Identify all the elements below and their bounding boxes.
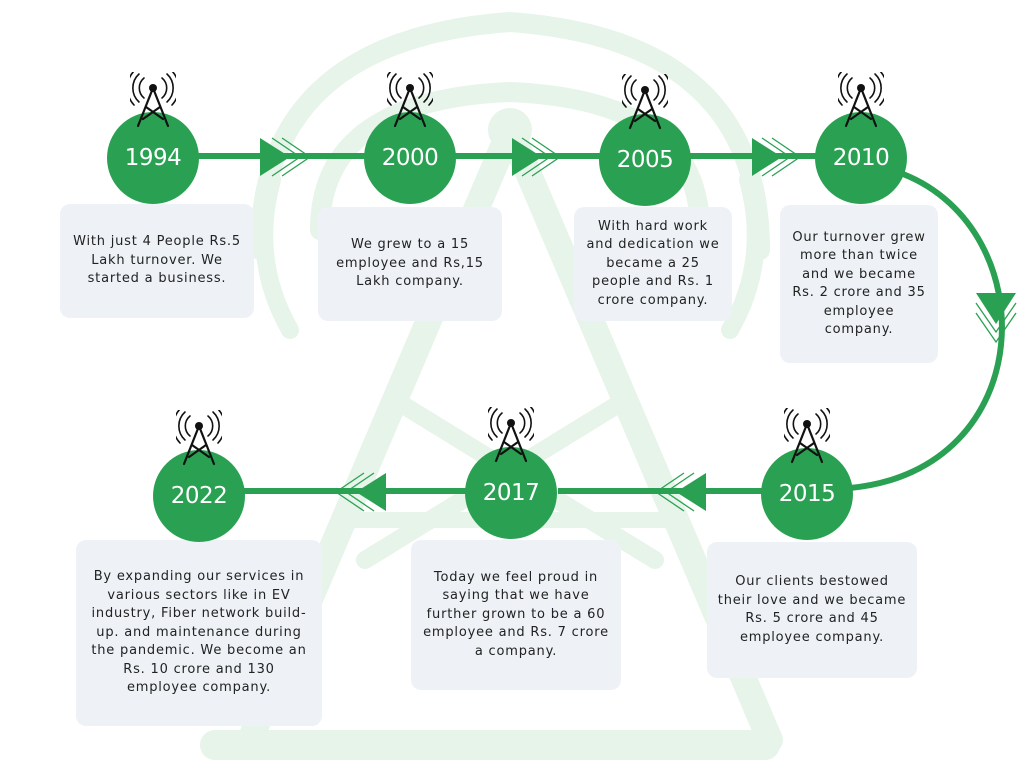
antenna-tower-icon — [176, 410, 222, 466]
milestone-card-2022 — [76, 540, 322, 726]
milestone-card-2010 — [780, 205, 938, 363]
milestone-card-1994 — [60, 204, 254, 318]
arrow-down-icon — [976, 293, 1016, 324]
milestone-text: We grew to a 15 employee and Rs,15 Lakh company. — [336, 237, 484, 290]
milestone-text: By expanding our services in various sectors like in EV industry, Fiber network build-up. and maintenance during the pandemic. We become an Rs. 10 crore and 130 employee company. — [91, 569, 307, 696]
milestone-card-2017 — [411, 540, 621, 690]
milestone-text: Today we feel proud in saying that we have further grown to be a 60 employee and Rs. 7 crore a company. — [423, 569, 609, 659]
milestone-card-2000 — [318, 207, 502, 321]
arrow-right-icon — [260, 138, 290, 176]
milestone-text: With hard work and dedication we became a 25 people and Rs. 1 crore company. — [586, 218, 720, 308]
antenna-tower-icon — [838, 72, 884, 128]
milestone-year: 2017 — [482, 480, 540, 506]
milestone-card-2005 — [574, 207, 732, 321]
milestone-card-2015 — [707, 542, 917, 678]
arrow-right-icon — [512, 138, 542, 176]
milestone-year: 2015 — [778, 481, 836, 507]
milestone-text: Our turnover grew more than twice and we became Rs. 2 crore and 35 employee company. — [792, 229, 926, 337]
milestone-year: 1994 — [124, 145, 182, 171]
milestone-year: 2022 — [170, 483, 228, 509]
antenna-tower-icon — [387, 72, 433, 128]
arrow-left-icon — [356, 473, 386, 511]
antenna-tower-icon — [488, 407, 534, 463]
milestone-year: 2010 — [832, 145, 890, 171]
milestone-text: With just 4 People Rs.5 Lakh turnover. We started a business. — [73, 234, 241, 287]
antenna-tower-icon — [784, 408, 830, 464]
milestone-year: 2000 — [381, 145, 439, 171]
antenna-tower-icon — [130, 72, 176, 128]
milestone-text: Our clients bestowed their love and we became Rs. 5 crore and 45 employee company. — [717, 574, 907, 645]
arrow-right-icon — [752, 138, 782, 176]
milestone-year: 2005 — [616, 147, 674, 173]
arrow-left-icon — [676, 473, 706, 511]
antenna-tower-icon — [622, 74, 668, 130]
